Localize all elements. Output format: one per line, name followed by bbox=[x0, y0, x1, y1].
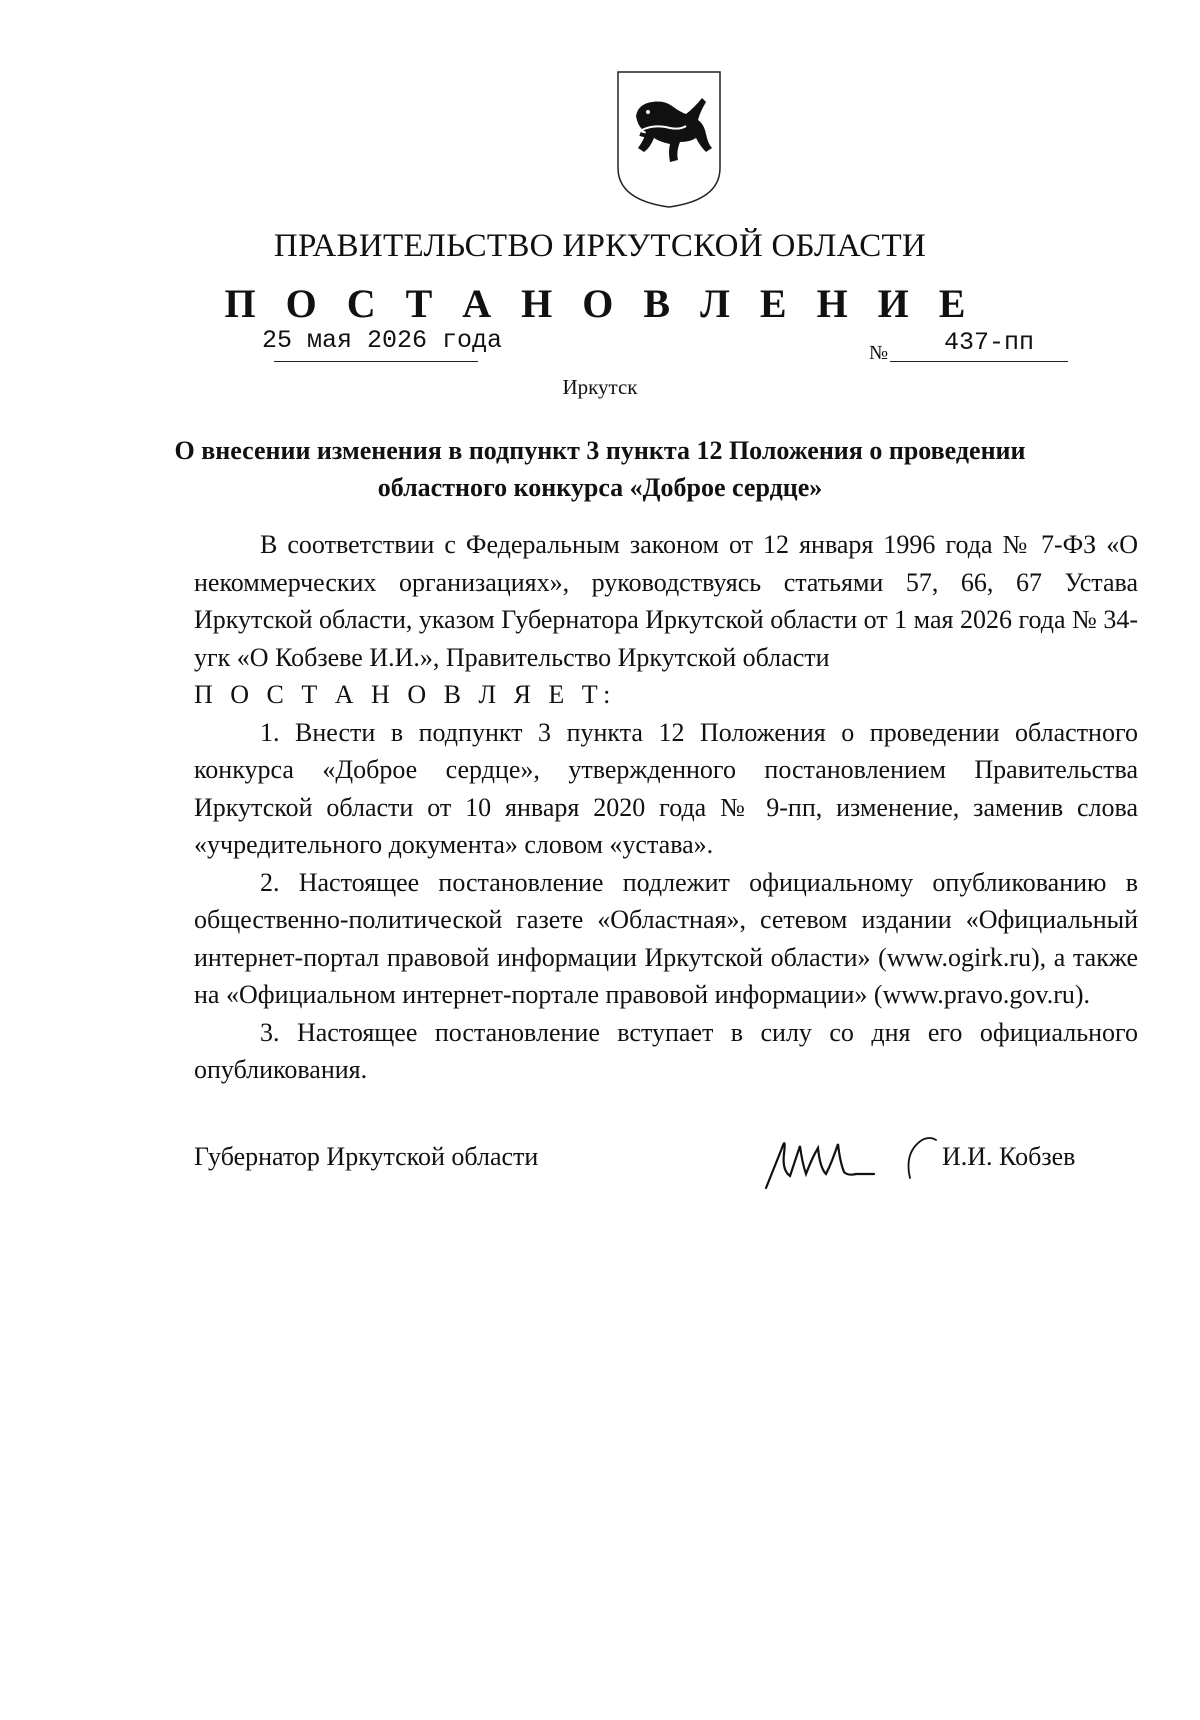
item-1-paragraph: 1. Внести в подпункт 3 пункта 12 Положения о проведении областного конкурса «Доброе сердце», утвержденного постановлением Правительства Иркутской области от 10 января 2020 года № 9-пп, изменение, заменив слова «учредительного документа» словом «устава». bbox=[194, 717, 1138, 859]
date-underline bbox=[274, 361, 478, 362]
document-date: 25 мая 2026 года bbox=[262, 326, 503, 355]
document-body bbox=[194, 526, 1138, 1089]
title-line-1: О внесении изменения в подпункт 3 пункта 12 Положения о проведении bbox=[174, 436, 1026, 465]
government-name: ПРАВИТЕЛЬСТВО ИРКУТСКОЙ ОБЛАСТИ bbox=[273, 228, 927, 264]
number-underline bbox=[890, 361, 1068, 362]
city-name: Иркутск bbox=[562, 375, 638, 399]
document-title bbox=[150, 432, 1050, 506]
item-2-paragraph: 2. Настоящее постановление подлежит официальному опубликованию в общественно-политической газете «Областная», сетевом издании «Официальный интернет-портал правовой информации Иркутской области» (www.ogirk.ru), а также на «Официальном интернет-портале правовой информации» (www.pravo.gov.ru). bbox=[194, 867, 1138, 1009]
handwritten-signature-icon bbox=[760, 1118, 950, 1198]
preamble-paragraph: В соответствии с Федеральным законом от 12 января 1996 года № 7-ФЗ «О некоммерческих организациях», руководствуясь статьями 57, 66, 67 Устава Иркутской области, указом Губернатора Иркутской области от 1 мая 2026 года № 34-угк «О Кобзеве И.И.», Правительство Иркутской области bbox=[194, 530, 1138, 672]
document-type: П О С Т А Н О В Л Е Н И Е bbox=[224, 281, 976, 326]
resolves-heading: П О С Т А Н О В Л Я Е Т: bbox=[194, 680, 616, 709]
item-3-paragraph: 3. Настоящее постановление вступает в силу со дня его официального опубликования. bbox=[194, 1017, 1138, 1084]
title-line-2: областного конкурса «Доброе сердце» bbox=[377, 473, 823, 502]
number-sign: № bbox=[869, 342, 889, 364]
signer-position: Губернатор Иркутской области bbox=[194, 1142, 539, 1171]
document-number: 437-пп bbox=[944, 328, 1035, 357]
signer-name: И.И. Кобзев bbox=[942, 1142, 1076, 1171]
coat-of-arms-icon bbox=[614, 68, 724, 210]
